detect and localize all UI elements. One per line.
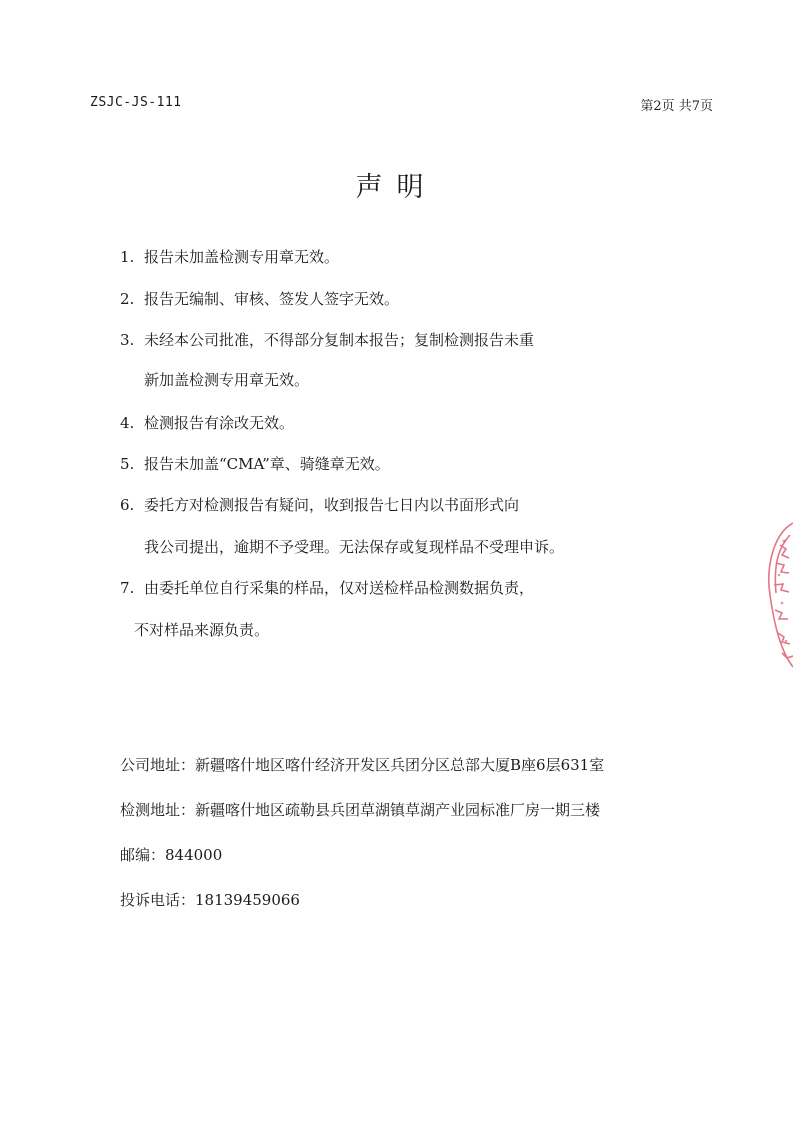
clause-6-continuation: 我公司提出，逾期不予受理。无法保存或复现样品不受理申诉。	[144, 538, 565, 556]
clause-7	[120, 578, 534, 598]
clause-6	[120, 495, 519, 515]
clause-3-continuation: 新加盖检测专用章无效。	[144, 371, 310, 389]
document-code: ZSJC-JS-111	[90, 95, 182, 110]
clause-3	[120, 330, 534, 350]
clause-2	[120, 289, 399, 309]
lab-address: 检测地址：新疆喀什地区疏勒县兵团草湖镇草湖产业园标准厂房一期三楼	[120, 801, 601, 819]
clause-number: 4.	[120, 414, 135, 432]
clause-number: 7.	[120, 579, 135, 597]
company-address: 公司地址：新疆喀什地区喀什经济开发区兵团分区总部大厦B座6层631室	[120, 756, 605, 774]
clause-number: 5.	[120, 455, 135, 473]
clause-5	[120, 454, 390, 474]
clause-text: 委托方对检测报告有疑问，收到报告七日内以书面形式向	[144, 496, 520, 514]
postcode: 邮编：844000	[120, 846, 223, 864]
clause-number: 3.	[120, 331, 135, 349]
page-number: 第2页 共7页	[640, 99, 713, 114]
seal-stamp-icon	[760, 515, 793, 675]
clause-text: 未经本公司批准，不得部分复制本报告；复制检测报告未重	[144, 331, 535, 349]
clause-text: 检测报告有涂改无效。	[144, 414, 295, 432]
clause-text: 报告未加盖“CMA”章、骑缝章无效。	[144, 455, 390, 473]
page-title: 声明	[355, 172, 438, 203]
complaint-phone: 投诉电话：18139459066	[120, 891, 300, 909]
clause-number: 6.	[120, 496, 135, 514]
clause-text: 报告无编制、审核、签发人签字无效。	[144, 290, 400, 308]
clause-1	[120, 247, 339, 267]
clause-4	[120, 413, 294, 433]
clause-text: 报告未加盖检测专用章无效。	[144, 248, 340, 266]
clause-number: 1.	[120, 248, 135, 266]
clause-text: 由委托单位自行采集的样品，仅对送检样品检测数据负责，	[144, 579, 535, 597]
clause-7-continuation: 不对样品来源负责。	[134, 621, 270, 639]
clause-number: 2.	[120, 290, 135, 308]
